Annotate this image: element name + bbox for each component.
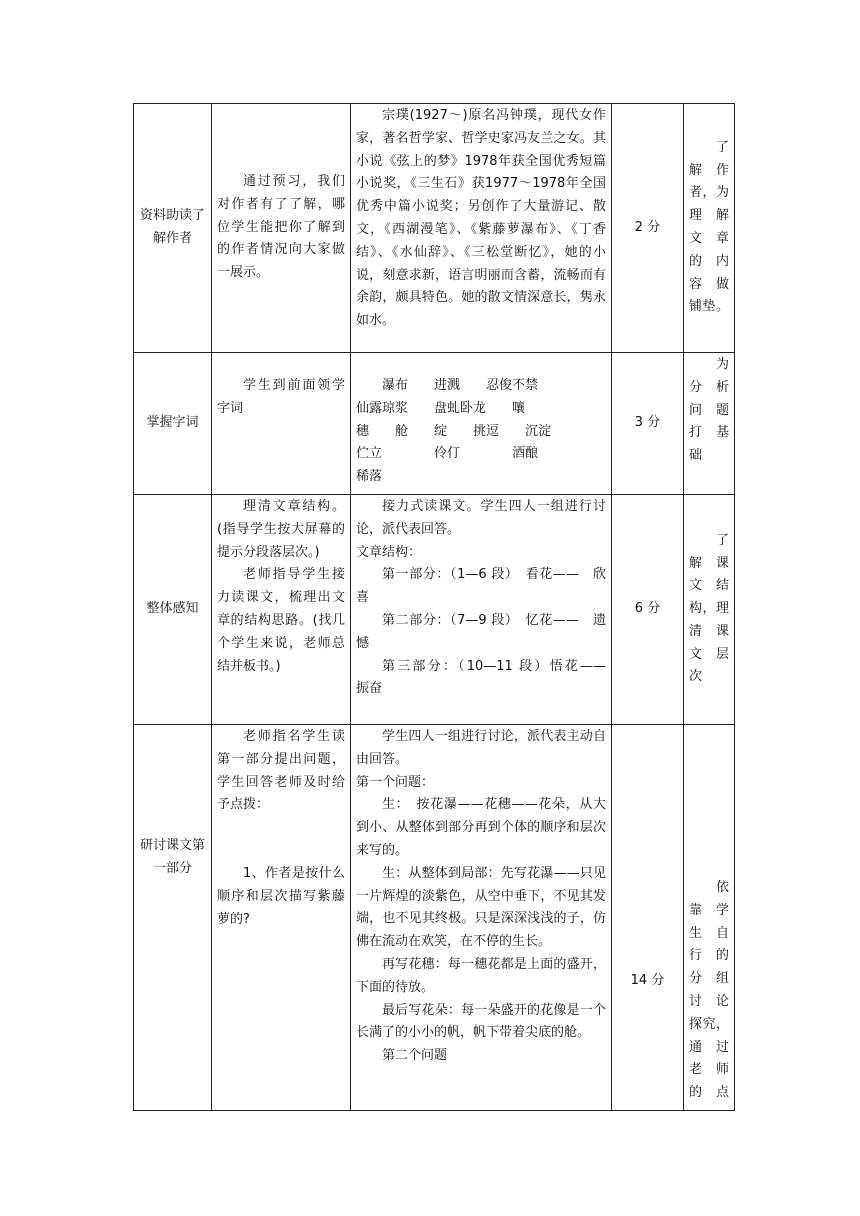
table-row (134, 353, 735, 495)
purpose-line: 问 题 (689, 402, 729, 418)
student-text: 宗璞(1927～)原名冯钟璞，现代女作家，著名哲学家、哲学史家冯友兰之女。其小说《弦上的梦》1978年获全国优秀短篇小说奖，《三生石》获1977～1978年全国优秀中篇小说奖；另创作了大量游记、散文，《西湖漫笔》、《紫藤萝瀑布》、《丁香结》、《水仙辞》、《三松堂断忆》，她的小说，刻意求新，语言明丽而含蓄，流畅而有余韵，颇具特色。她的散文情深意长，隽永如水。 (356, 108, 606, 329)
section-label: 资料助读了解作者 (139, 208, 205, 246)
student-text: 生：从整体到局部：先写花瀑——只见一片辉煌的淡紫色，从空中垂下，不见其发端，也不见其终极。只是深深浅浅的子，仿佛在流动在欢笑，在不停的生长。 (356, 865, 606, 950)
structure-line: 第三部分：（10—11 段）悟花—— 振奋 (356, 658, 620, 697)
purpose-line: 行 的 (689, 948, 729, 964)
purpose-line: 依 (715, 880, 729, 895)
purpose-line: 清课 (689, 623, 729, 639)
teacher-text: 老师指导学生接力读课文，梳理出文章的结构思路。(找几个学生来说，老师总结并板书。) (217, 567, 345, 674)
time-label: 14 分 (630, 973, 665, 988)
student-text: 生： 按花瀑——花穗——花朵，从大到小、从整体到部分再到个体的顺序和层次来写的。 (356, 797, 606, 858)
section-label: 研讨课文第一部分 (139, 838, 205, 876)
teacher-cell (212, 104, 351, 353)
teacher-text: 理清文章结构。(指导学生按大屏幕的提示分段落层次。) (217, 499, 345, 560)
section-label: 整体感知 (146, 601, 199, 617)
section-label: 掌握字词 (146, 415, 199, 431)
purpose-line: 理 解 (689, 208, 729, 224)
purpose-line: 讨 论 (689, 993, 729, 1009)
student-text: 再写花穗：每一穗花都是上面的盛开，下面的待放。 (356, 956, 606, 995)
student-text: 学生四人一组进行讨论，派代表主动自由回答。 (356, 729, 606, 767)
student-text: 最后写花朵：每一朵盛开的花像是一个长满了的小小的帆，帆下带着尖底的舱。 (356, 1002, 606, 1041)
purpose-line: 的 点 (689, 1085, 729, 1101)
purpose-line: 了 (715, 139, 729, 155)
purpose-line: 次 (689, 669, 703, 685)
purpose-line: 容 做 (689, 276, 729, 292)
teacher-text: 老师指名学生读第一部分提出问题，学生回答老师及时给予点拨： (217, 729, 345, 813)
student-text: 文章结构： (356, 544, 422, 560)
teacher-cell (212, 353, 351, 495)
purpose-line: 者，为 (689, 185, 729, 201)
table-row (134, 725, 735, 1111)
student-cell (351, 495, 620, 725)
time-label: 2 分 (634, 219, 661, 235)
time-label: 6 分 (634, 601, 661, 617)
purpose-line: 为 (715, 357, 729, 372)
lesson-plan-table (133, 103, 735, 1111)
teacher-cell (212, 725, 351, 1111)
time-cell (612, 725, 684, 1111)
student-cell (351, 104, 612, 353)
word-line: 仙露琼浆 盘虬卧龙 嚷 (356, 400, 526, 416)
purpose-line: 铺垫。 (689, 299, 729, 315)
purpose-line: 文 章 (689, 231, 729, 246)
question-text: 1、作者是按什么顺序和层次描写紫藤萝的? (217, 866, 345, 927)
purpose-cell (684, 353, 735, 495)
student-text: 第二个问题 (382, 1048, 448, 1064)
student-text: 接力式读课文。学生四人一组进行讨论，派代表回答。 (356, 499, 606, 537)
structure-line: 第二部分：（7—9 段） 忆花—— 遗憾 (356, 612, 606, 651)
time-cell (612, 495, 684, 725)
word-line: 稀落 (356, 469, 383, 485)
structure-line: 第一部分：（1—6 段） 看花—— 欣喜 (356, 567, 606, 606)
purpose-line: 分 析 (689, 379, 729, 395)
teacher-cell (212, 495, 351, 725)
word-line: 穗 舱 绽 挑逗 沉淀 (356, 423, 552, 439)
purpose-line: 打 基 (689, 425, 729, 441)
time-cell (612, 353, 684, 495)
purpose-line: 文结 (689, 578, 729, 594)
teacher-text: 通过预习，我们对作者有了了解，哪位学生能把你了解到的作者情况向大家做一展示。 (217, 174, 345, 281)
purpose-line: 分 组 (689, 971, 729, 987)
table-row (134, 104, 735, 353)
purpose-line: 础 (689, 448, 703, 464)
word-line: 瀑布 进溅 忍俊不禁 (382, 378, 539, 393)
purpose-line: 通 过 (689, 1039, 729, 1055)
teacher-text: 学生到前面领学字词 (217, 378, 345, 416)
student-text: 第一个问题： (356, 774, 435, 790)
purpose-line: 的 内 (689, 253, 729, 269)
purpose-line: 解 作 (689, 162, 729, 178)
section-cell (134, 353, 212, 495)
purpose-line: 解课 (689, 555, 729, 571)
purpose-cell (684, 725, 735, 1111)
purpose-cell (684, 495, 735, 725)
purpose-line: 生 自 (689, 925, 729, 941)
purpose-line: 探究， (689, 1016, 729, 1032)
purpose-cell (684, 104, 735, 353)
word-line: 伫立 伶仃 酒酿 (356, 446, 539, 462)
purpose-line: 老 师 (689, 1062, 729, 1078)
student-cell (351, 725, 612, 1111)
time-cell (612, 104, 684, 353)
purpose-line: 构，理 (689, 601, 729, 617)
section-cell (134, 725, 212, 1111)
purpose-line: 了 (715, 532, 729, 548)
section-cell (134, 104, 212, 353)
purpose-line: 靠 学 (689, 902, 729, 918)
table-row (134, 495, 735, 725)
section-cell (134, 495, 212, 725)
purpose-line: 文层 (689, 646, 729, 662)
student-cell (351, 353, 612, 495)
time-label: 3 分 (634, 415, 661, 431)
